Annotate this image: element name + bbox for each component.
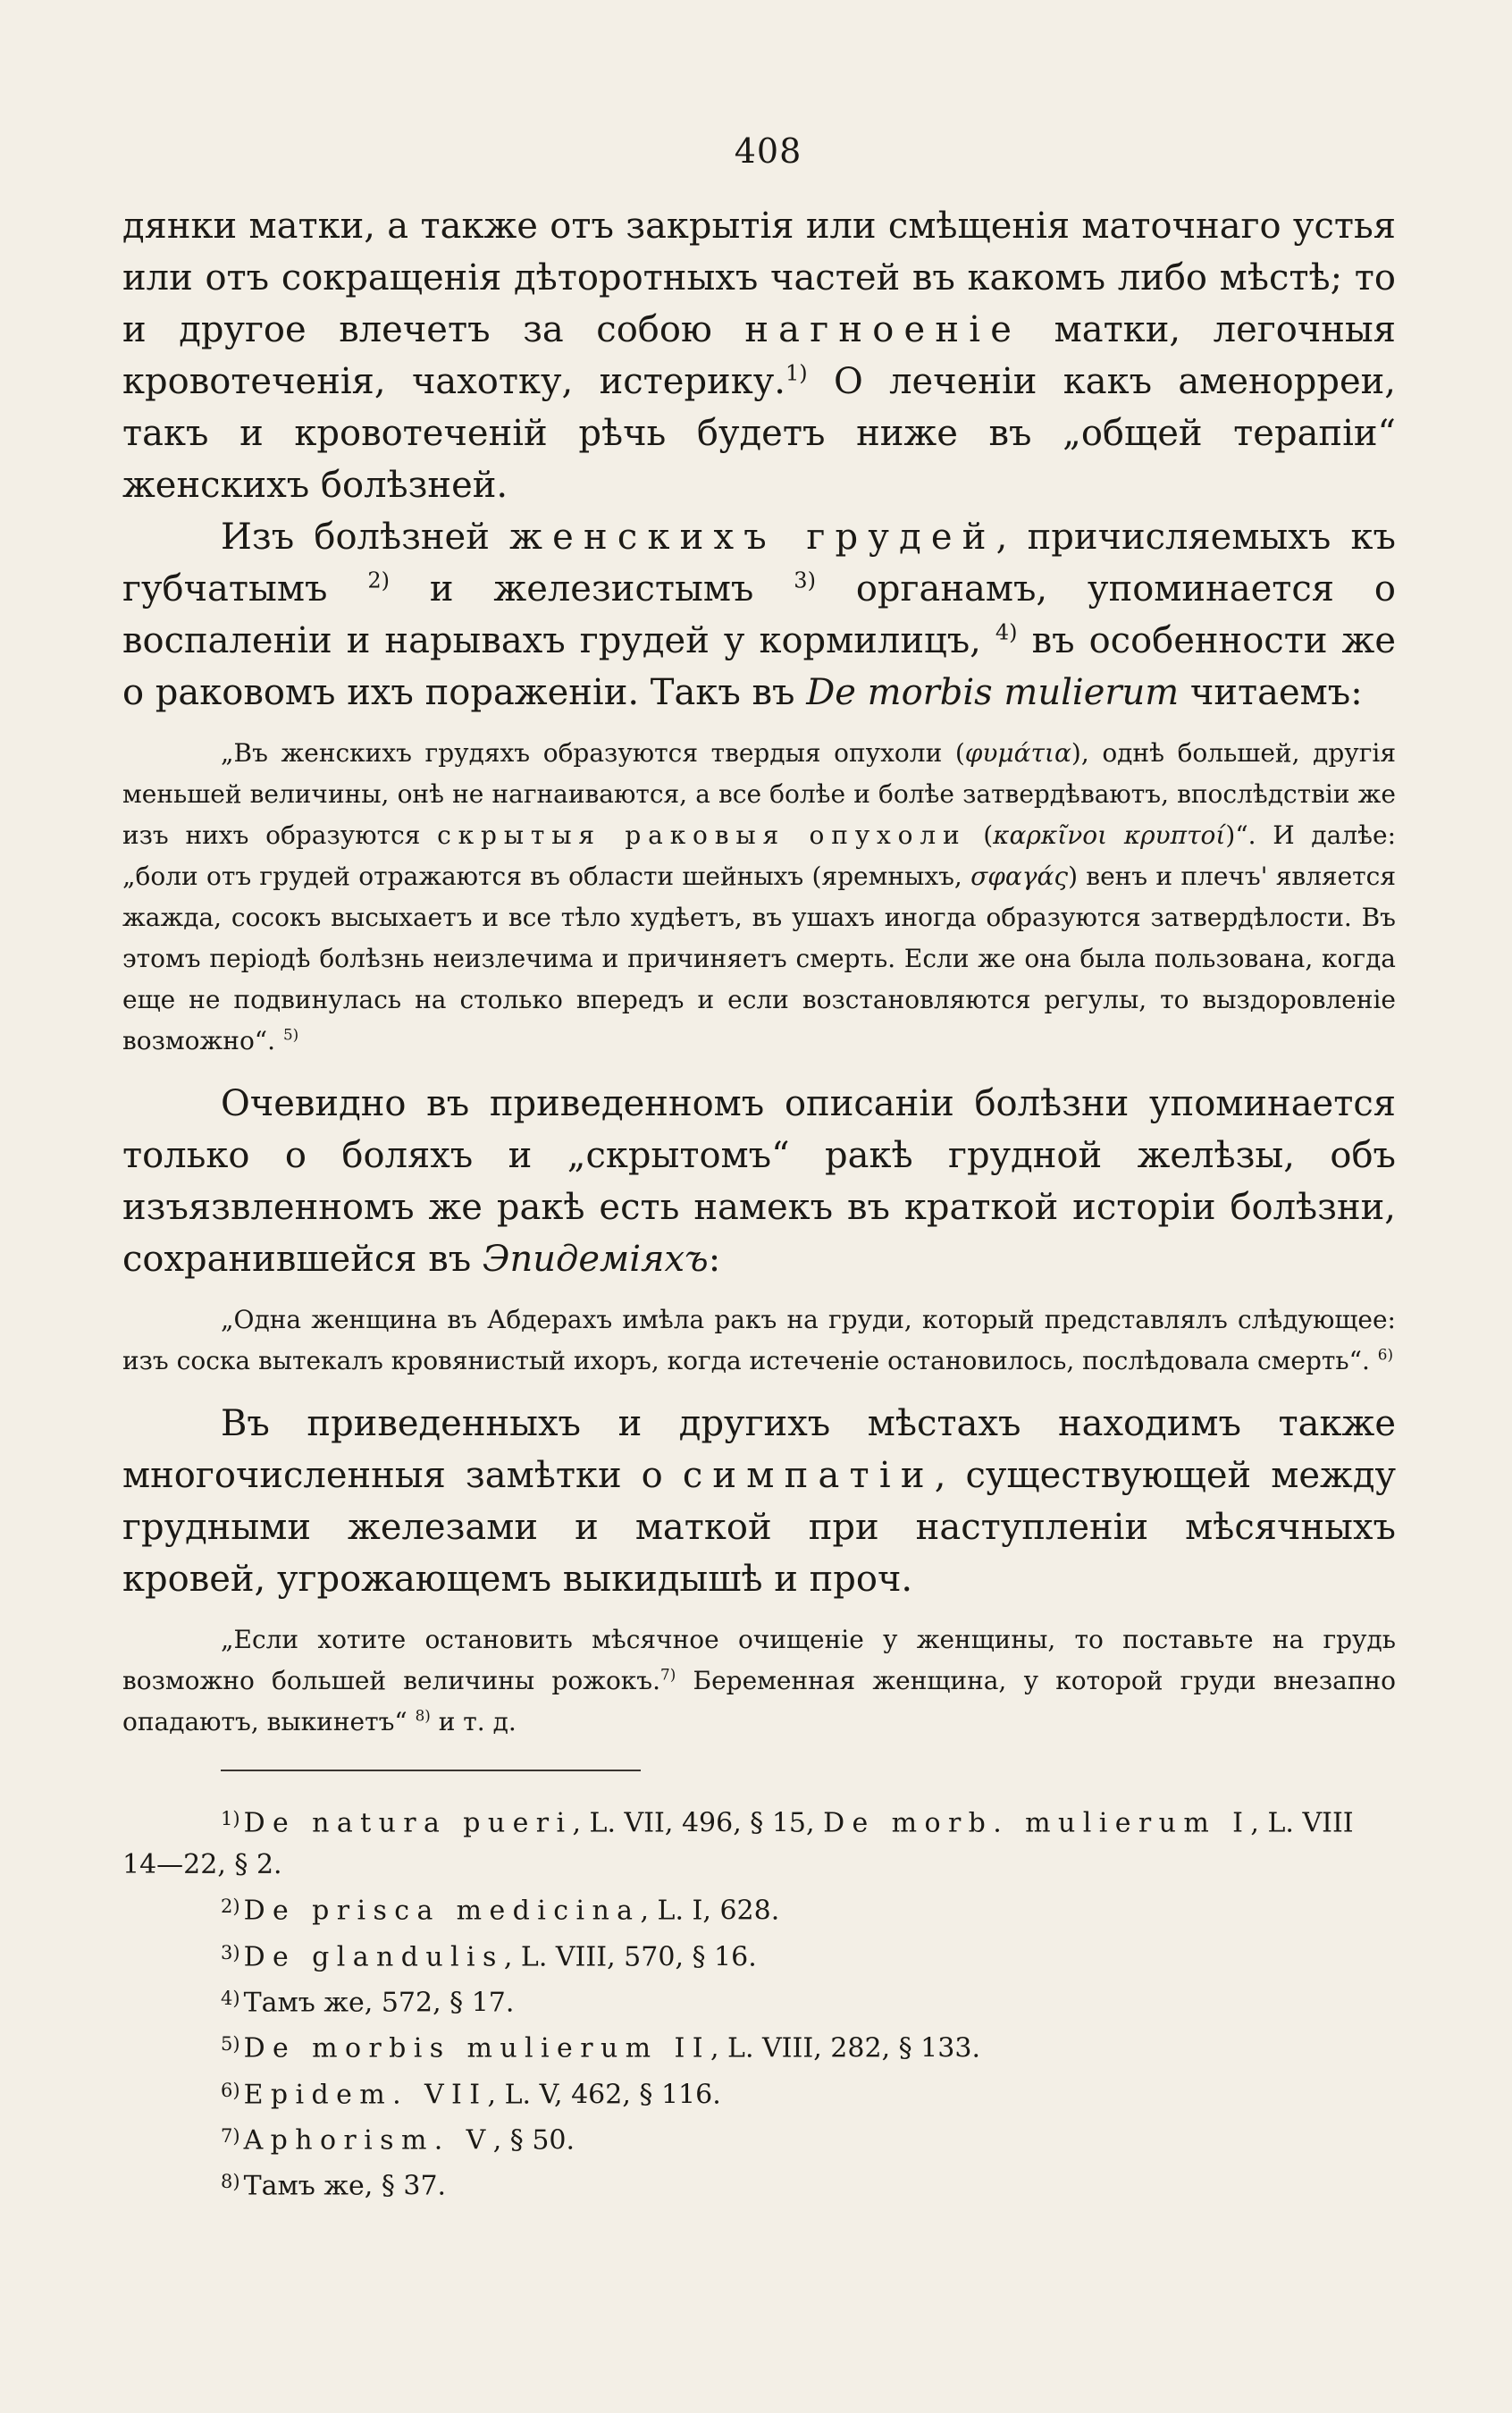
footnote-ref: 2) — [367, 568, 390, 593]
page-number: 408 — [734, 131, 802, 171]
work-title: De natura pueri — [243, 1807, 573, 1839]
text: Беременная женщина, у которой груди внезапно опадаютъ, выкинетъ“ — [122, 1666, 1396, 1736]
greek-term: καρκῖνοι κρυπτοί — [993, 820, 1226, 850]
work-title: Epidem. VII — [243, 2079, 488, 2111]
footnote-text: , L. VIII, 570, § 16. — [503, 1941, 757, 1973]
footnote — [221, 1932, 1396, 1978]
greek-term: σφαγάς — [970, 862, 1069, 891]
footnote — [221, 1978, 1396, 2023]
text: , причисляемыхъ къ губчатымъ — [122, 517, 1396, 610]
paragraph-2 — [122, 511, 1396, 719]
paragraph-3 — [122, 1078, 1396, 1285]
footnote-mark: 4) — [221, 1988, 240, 2010]
text: Въ приведенныхъ и другихъ мѣстахъ находимъ также многочисленныя замѣтки о — [122, 1403, 1396, 1496]
footnote-text: , L. VIII, 282, § 133. — [710, 2032, 980, 2064]
footnote-mark: 7) — [221, 2125, 240, 2148]
footnote-ref: 4) — [995, 619, 1018, 645]
text: „Одна женщина въ Абдерахъ имѣла ракъ на груди, который представлялъ слѣдующее: изъ соска вытекалъ кровянистый ихоръ, когда истеченіе остановилось, послѣдовала смерть“. — [122, 1305, 1396, 1375]
text: „Если хотите остановить мѣсячное очищеніе у женщины, то поставьте на грудь возможно большей величины рожокъ. — [122, 1625, 1396, 1695]
footnote — [221, 2115, 1396, 2161]
text: и т. д. — [430, 1707, 517, 1736]
text: Изъ болѣзней — [221, 517, 510, 558]
work-title: De prisca medicina — [243, 1895, 641, 1927]
footnote — [221, 1798, 1396, 1844]
footnote-text: , L. V, 462, § 116. — [487, 2079, 721, 2111]
footnote — [221, 1886, 1396, 1931]
footnote-text: Тамъ же, § 37. — [243, 2170, 447, 2202]
quote-2 — [122, 1299, 1396, 1382]
quote-3 — [122, 1619, 1396, 1743]
footnote — [221, 2023, 1396, 2069]
quote-1 — [122, 733, 1396, 1062]
text: матки, легочныя кровотеченія, чахотку, истерику. — [122, 309, 1396, 402]
greek-term: φυμάτια — [964, 738, 1071, 768]
footnote-text: Тамъ же, 572, § 17. — [243, 1987, 515, 2019]
text: , существующей между грудными железами и маткой при наступленіи мѣсячныхъ кровей, угрожающемъ выкидышѣ и проч. — [122, 1455, 1396, 1600]
work-title: De morb. mulierum I — [823, 1807, 1251, 1839]
footnote-ref: 3) — [794, 568, 816, 593]
footnote-continuation: 14—22, § 2. — [122, 1849, 282, 1881]
paragraph-1 — [122, 200, 1396, 511]
footnote-ref: 1) — [785, 360, 808, 386]
spaced-emphasis: симпатіи — [682, 1455, 935, 1496]
footnote-mark: 3) — [221, 1941, 240, 1963]
footnote-ref: 6) — [1377, 1345, 1393, 1364]
text: ), однѣ большей, другія меньшей величины, онѣ не нагнаиваются, а все болѣе и болѣе затвердѣваютъ, впослѣдствіи же изъ нихъ образуются — [122, 738, 1397, 850]
work-title: De glandulis — [243, 1941, 504, 1973]
spaced-emphasis: нагноеніе — [744, 309, 1022, 350]
footnote-mark: 8) — [221, 2171, 240, 2193]
footnote-mark: 6) — [221, 2079, 240, 2101]
footnote-mark: 1) — [221, 1808, 240, 1829]
footnote-ref: 5) — [282, 1025, 299, 1044]
spaced-emphasis: скрытыя раковыя опухоли — [437, 820, 967, 850]
text: ( — [966, 820, 994, 850]
footnote — [221, 2070, 1396, 2115]
footnote-mark: 2) — [221, 1896, 240, 1918]
work-title: Эпидеміяхъ — [482, 1239, 709, 1280]
work-title: Aphorism. V — [243, 2124, 493, 2157]
footnote-ref: 8) — [415, 1706, 431, 1725]
footnote-text: , § 50. — [492, 2124, 575, 2157]
footnote-text: , L. I, 628. — [640, 1895, 780, 1927]
text: ) венъ и плечъ' является жажда, сосокъ высыхаетъ и все тѣло худѣетъ, въ ушахъ иногда образуются затвердѣлости. Въ этомъ періодѣ болѣзнь неизлечима и причиняетъ смерть. Если же она была пользована, когда еще не подвинулась на столько впередъ и если возстановляются регулы, то выздоровленіе возможно“. — [122, 862, 1396, 1055]
text: : — [708, 1239, 721, 1280]
footnote-mark: 5) — [221, 2033, 240, 2056]
text: )“. И далѣе: „боли отъ грудей отражаются въ области шейныхъ (яремныхъ, — [122, 820, 1397, 891]
footnote-text: , L. VII, 496, § 15, — [572, 1807, 824, 1839]
text: и железистымъ — [389, 568, 794, 610]
text: читаемъ: — [1179, 672, 1363, 713]
text: органамъ, упоминается о воспаленіи и нарывахъ грудей у кормилицъ, — [122, 568, 1397, 661]
text: „Въ женскихъ грудяхъ образуются твердыя опухоли ( — [221, 738, 965, 768]
footnote — [221, 2161, 1396, 2207]
work-title: De morbis mulierum — [806, 672, 1180, 713]
text: О леченіи какъ аменорреи, такъ и кровотеченій рѣчь будетъ ниже въ „общей терапіи“ женскихъ болѣзней. — [122, 361, 1396, 506]
paragraph-4 — [122, 1398, 1396, 1605]
text: дянки матки, а также отъ закрытія или смѣщенія маточнаго устья или отъ сокращенія дѣторотныхъ частей въ какомъ либо мѣстѣ; то и другое влечетъ за собою — [122, 206, 1396, 350]
text: въ особенности же о раковомъ ихъ пораженіи. Такъ въ — [122, 620, 1396, 713]
text: Очевидно въ приведенномъ описаніи болѣзни упоминается только о боляхъ и „скрытомъ“ ракѣ грудной желѣзы, объ изъязвленномъ же ракѣ есть намекъ въ краткой исторіи болѣзни, сохранившейся въ — [122, 1083, 1396, 1280]
footnotes — [122, 1798, 1396, 2207]
footnote-divider — [221, 1770, 641, 1771]
footnote-text: , L. VIII — [1250, 1807, 1354, 1839]
spaced-emphasis: женскихъ грудей — [509, 517, 996, 558]
footnote-ref: 7) — [660, 1665, 676, 1684]
work-title: De morbis mulierum II — [243, 2032, 710, 2064]
